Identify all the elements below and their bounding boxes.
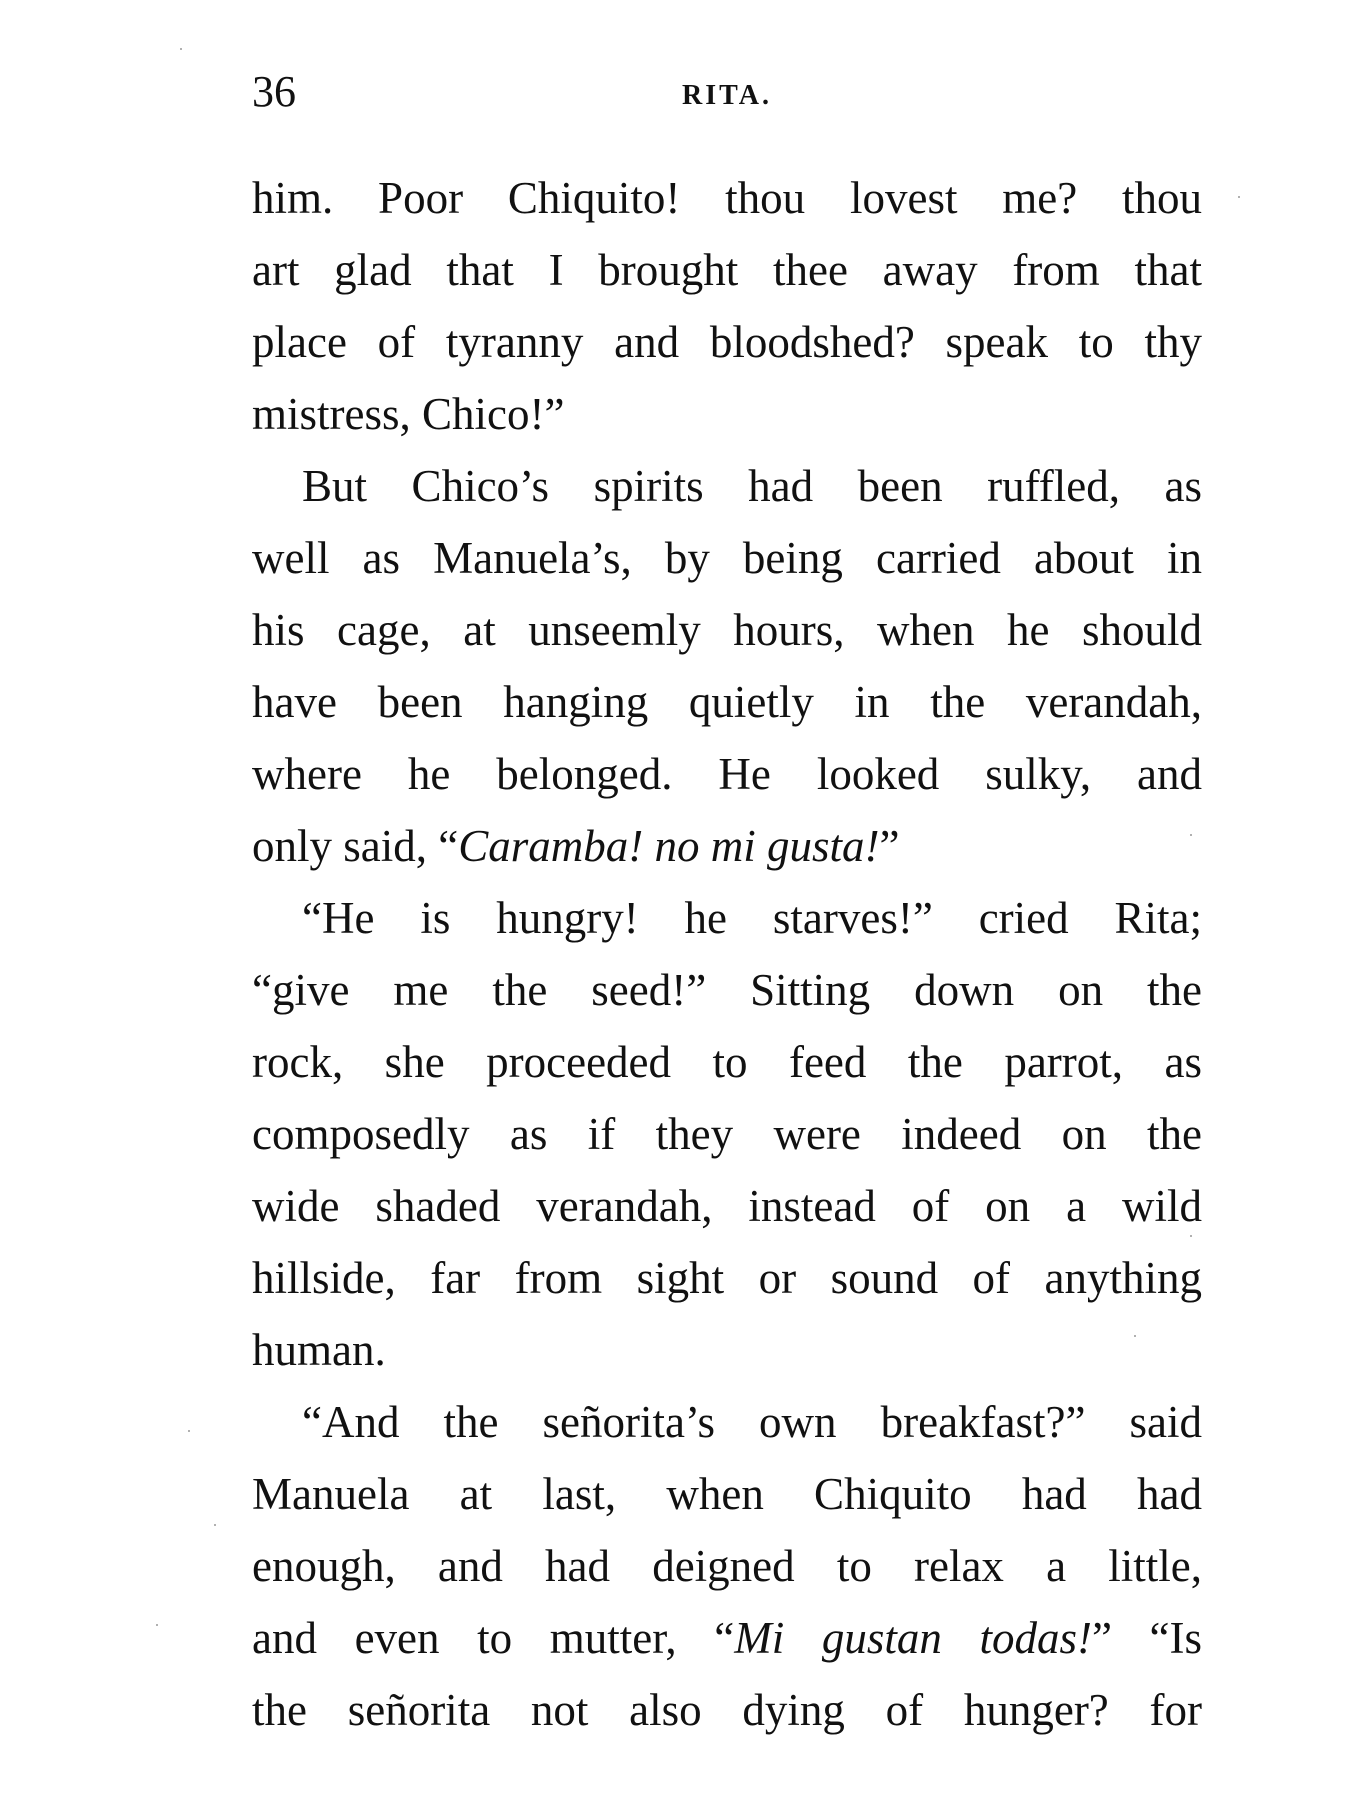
scan-speck (1134, 1335, 1136, 1337)
text-fragment: ” (879, 821, 900, 871)
text-line: wide shaded verandah, instead of on a wild (252, 1181, 1202, 1231)
text-line: “And the señorita’s own breakfast?” said (302, 1397, 1202, 1447)
scan-speck (214, 1524, 216, 1526)
scan-speck (156, 1624, 158, 1626)
scan-speck (1190, 834, 1192, 836)
text-fragment: ” “Is (1091, 1613, 1202, 1663)
paragraph (252, 882, 1202, 1386)
text-line: where he belonged. He looked sulky, and (252, 749, 1202, 799)
scan-speck (1190, 1235, 1192, 1237)
text-line: well as Manuela’s, by being carried about in (252, 533, 1202, 583)
italic-phrase: Caramba! no mi gusta! (458, 821, 880, 871)
page-number: 36 (252, 67, 296, 116)
text-line: his cage, at unseemly hours, when he should (252, 605, 1202, 655)
paragraph (252, 450, 1202, 882)
text-line: rock, she proceeded to feed the parrot, as (252, 1037, 1202, 1087)
text-line: place of tyranny and bloodshed? speak to thy (252, 317, 1202, 367)
text-line (252, 1602, 1202, 1674)
text-line: But Chico’s spirits had been ruffled, as (302, 461, 1202, 511)
text-line: human. (252, 1325, 386, 1375)
text-line: composedly as if they were indeed on the (252, 1109, 1202, 1159)
scan-speck (180, 48, 182, 50)
text-line: mistress, Chico!” (252, 389, 565, 439)
scan-speck (188, 1430, 190, 1432)
text-line: hillside, far from sight or sound of anything (252, 1253, 1202, 1303)
text-line: have been hanging quietly in the verandah, (252, 677, 1202, 727)
text-line: him. Poor Chiquito! thou lovest me? thou (252, 173, 1202, 223)
text-line: “He is hungry! he starves!” cried Rita; (302, 893, 1202, 943)
scan-speck (1238, 196, 1240, 198)
text-line: enough, and had deigned to relax a little, (252, 1541, 1202, 1591)
text-line: the señorita not also dying of hunger? for (252, 1685, 1202, 1735)
text-fragment: and even to mutter, “ (252, 1613, 735, 1663)
text-line (252, 810, 1202, 882)
paragraph (252, 1386, 1202, 1746)
running-head (252, 62, 1202, 122)
body-text (252, 162, 1202, 1746)
paragraph (252, 162, 1202, 450)
text-line: Manuela at last, when Chiquito had had (252, 1469, 1202, 1519)
italic-phrase: Mi gustan todas! (734, 1613, 1092, 1663)
running-title: RITA. (682, 80, 772, 111)
text-line: “give me the seed!” Sitting down on the (252, 965, 1202, 1015)
text-fragment: only said, “ (252, 821, 459, 871)
text-line: art glad that I brought thee away from that (252, 245, 1202, 295)
